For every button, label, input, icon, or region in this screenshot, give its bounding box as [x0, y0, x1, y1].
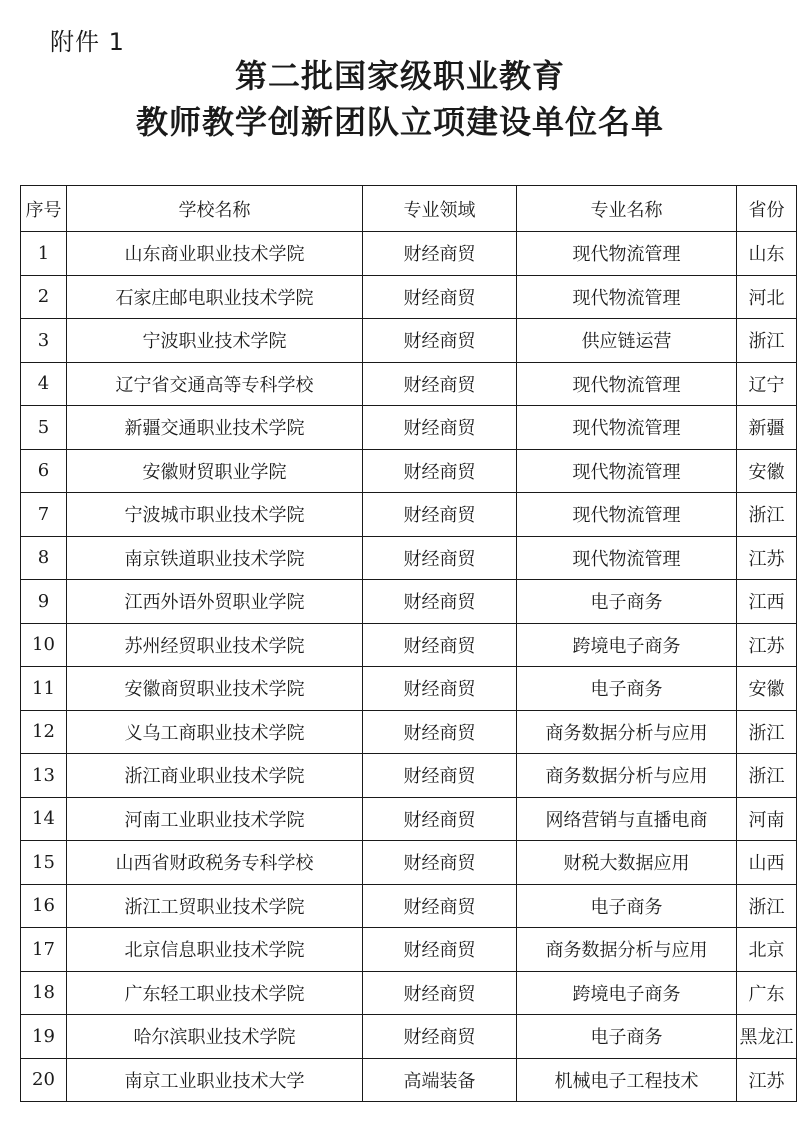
cell-school-name: 江西外语外贸职业学院	[67, 580, 363, 624]
cell-school-name: 安徽商贸职业技术学院	[67, 667, 363, 711]
table-row	[21, 710, 797, 754]
cell-index: 13	[21, 754, 67, 798]
table-row	[21, 362, 797, 406]
table-row	[21, 884, 797, 928]
cell-province: 黑龙江	[737, 1015, 797, 1059]
table-row	[21, 580, 797, 624]
header-major: 专业名称	[517, 186, 737, 232]
cell-major: 跨境电子商务	[517, 971, 737, 1015]
cell-index: 8	[21, 536, 67, 580]
cell-school-name: 山西省财政税务专科学校	[67, 841, 363, 885]
cell-major: 跨境电子商务	[517, 623, 737, 667]
cell-school-name: 南京铁道职业技术学院	[67, 536, 363, 580]
cell-field: 高端装备	[363, 1058, 517, 1102]
cell-field: 财经商贸	[363, 580, 517, 624]
cell-field: 财经商贸	[363, 493, 517, 537]
table-row	[21, 797, 797, 841]
table-row	[21, 841, 797, 885]
cell-index: 11	[21, 667, 67, 711]
cell-field: 财经商贸	[363, 667, 517, 711]
cell-field: 财经商贸	[363, 710, 517, 754]
table-row	[21, 754, 797, 798]
cell-school-name: 义乌工商职业技术学院	[67, 710, 363, 754]
header-province: 省份	[737, 186, 797, 232]
cell-major: 商务数据分析与应用	[517, 710, 737, 754]
cell-major: 供应链运营	[517, 319, 737, 363]
table-header-row	[21, 186, 797, 232]
table-row	[21, 319, 797, 363]
cell-school-name: 广东轻工职业技术学院	[67, 971, 363, 1015]
header-index: 序号	[21, 186, 67, 232]
cell-index: 14	[21, 797, 67, 841]
cell-index: 4	[21, 362, 67, 406]
cell-school-name: 浙江工贸职业技术学院	[67, 884, 363, 928]
cell-field: 财经商贸	[363, 232, 517, 276]
cell-field: 财经商贸	[363, 884, 517, 928]
cell-major: 现代物流管理	[517, 493, 737, 537]
header-field: 专业领域	[363, 186, 517, 232]
cell-major: 现代物流管理	[517, 406, 737, 450]
cell-major: 财税大数据应用	[517, 841, 737, 885]
cell-province: 江苏	[737, 623, 797, 667]
cell-major: 电子商务	[517, 667, 737, 711]
cell-index: 2	[21, 275, 67, 319]
cell-index: 19	[21, 1015, 67, 1059]
cell-school-name: 苏州经贸职业技术学院	[67, 623, 363, 667]
cell-school-name: 山东商业职业技术学院	[67, 232, 363, 276]
cell-school-name: 河南工业职业技术学院	[67, 797, 363, 841]
cell-index: 5	[21, 406, 67, 450]
document-title-line1: 第二批国家级职业教育	[234, 57, 565, 95]
cell-school-name: 新疆交通职业技术学院	[67, 406, 363, 450]
cell-major: 现代物流管理	[517, 275, 737, 319]
unit-list-table	[20, 185, 797, 1102]
cell-index: 10	[21, 623, 67, 667]
cell-school-name: 宁波城市职业技术学院	[67, 493, 363, 537]
cell-field: 财经商贸	[363, 275, 517, 319]
cell-province: 浙江	[737, 493, 797, 537]
cell-province: 安徽	[737, 667, 797, 711]
cell-school-name: 辽宁省交通高等专科学校	[67, 362, 363, 406]
table-row	[21, 449, 797, 493]
cell-province: 河南	[737, 797, 797, 841]
cell-index: 12	[21, 710, 67, 754]
cell-field: 财经商贸	[363, 319, 517, 363]
table-row	[21, 232, 797, 276]
cell-province: 浙江	[737, 754, 797, 798]
cell-school-name: 石家庄邮电职业技术学院	[67, 275, 363, 319]
cell-field: 财经商贸	[363, 928, 517, 972]
cell-school-name: 哈尔滨职业技术学院	[67, 1015, 363, 1059]
cell-major: 电子商务	[517, 884, 737, 928]
cell-province: 河北	[737, 275, 797, 319]
cell-index: 9	[21, 580, 67, 624]
table-row	[21, 971, 797, 1015]
cell-field: 财经商贸	[363, 754, 517, 798]
cell-major: 商务数据分析与应用	[517, 754, 737, 798]
table-row	[21, 536, 797, 580]
cell-field: 财经商贸	[363, 1015, 517, 1059]
attachment-label: 附件 1	[50, 28, 125, 56]
cell-major: 网络营销与直播电商	[517, 797, 737, 841]
cell-index: 15	[21, 841, 67, 885]
cell-province: 北京	[737, 928, 797, 972]
cell-province: 浙江	[737, 710, 797, 754]
document-title-line2: 教师教学创新团队立项建设单位名单	[135, 103, 664, 141]
cell-index: 16	[21, 884, 67, 928]
table-body	[21, 232, 797, 1102]
cell-province: 江苏	[737, 1058, 797, 1102]
table-row	[21, 1015, 797, 1059]
cell-major: 电子商务	[517, 580, 737, 624]
cell-index: 3	[21, 319, 67, 363]
cell-school-name: 宁波职业技术学院	[67, 319, 363, 363]
table-row	[21, 667, 797, 711]
cell-field: 财经商贸	[363, 797, 517, 841]
table-row	[21, 406, 797, 450]
cell-index: 7	[21, 493, 67, 537]
cell-province: 江苏	[737, 536, 797, 580]
header-school-name: 学校名称	[67, 186, 363, 232]
cell-major: 商务数据分析与应用	[517, 928, 737, 972]
cell-field: 财经商贸	[363, 362, 517, 406]
cell-field: 财经商贸	[363, 841, 517, 885]
cell-major: 机械电子工程技术	[517, 1058, 737, 1102]
cell-school-name: 浙江商业职业技术学院	[67, 754, 363, 798]
cell-field: 财经商贸	[363, 449, 517, 493]
table-row	[21, 493, 797, 537]
cell-field: 财经商贸	[363, 406, 517, 450]
cell-major: 现代物流管理	[517, 232, 737, 276]
cell-province: 浙江	[737, 319, 797, 363]
cell-index: 20	[21, 1058, 67, 1102]
cell-major: 现代物流管理	[517, 536, 737, 580]
cell-province: 浙江	[737, 884, 797, 928]
cell-province: 安徽	[737, 449, 797, 493]
cell-major: 电子商务	[517, 1015, 737, 1059]
cell-field: 财经商贸	[363, 971, 517, 1015]
table-row	[21, 1058, 797, 1102]
cell-major: 现代物流管理	[517, 362, 737, 406]
cell-school-name: 北京信息职业技术学院	[67, 928, 363, 972]
cell-school-name: 安徽财贸职业学院	[67, 449, 363, 493]
table-row	[21, 275, 797, 319]
table-row	[21, 928, 797, 972]
cell-index: 18	[21, 971, 67, 1015]
cell-province: 辽宁	[737, 362, 797, 406]
cell-school-name: 南京工业职业技术大学	[67, 1058, 363, 1102]
cell-province: 山西	[737, 841, 797, 885]
cell-index: 1	[21, 232, 67, 276]
cell-field: 财经商贸	[363, 623, 517, 667]
cell-major: 现代物流管理	[517, 449, 737, 493]
cell-index: 17	[21, 928, 67, 972]
cell-province: 广东	[737, 971, 797, 1015]
cell-field: 财经商贸	[363, 536, 517, 580]
cell-index: 6	[21, 449, 67, 493]
cell-province: 江西	[737, 580, 797, 624]
cell-province: 新疆	[737, 406, 797, 450]
cell-province: 山东	[737, 232, 797, 276]
table-row	[21, 623, 797, 667]
